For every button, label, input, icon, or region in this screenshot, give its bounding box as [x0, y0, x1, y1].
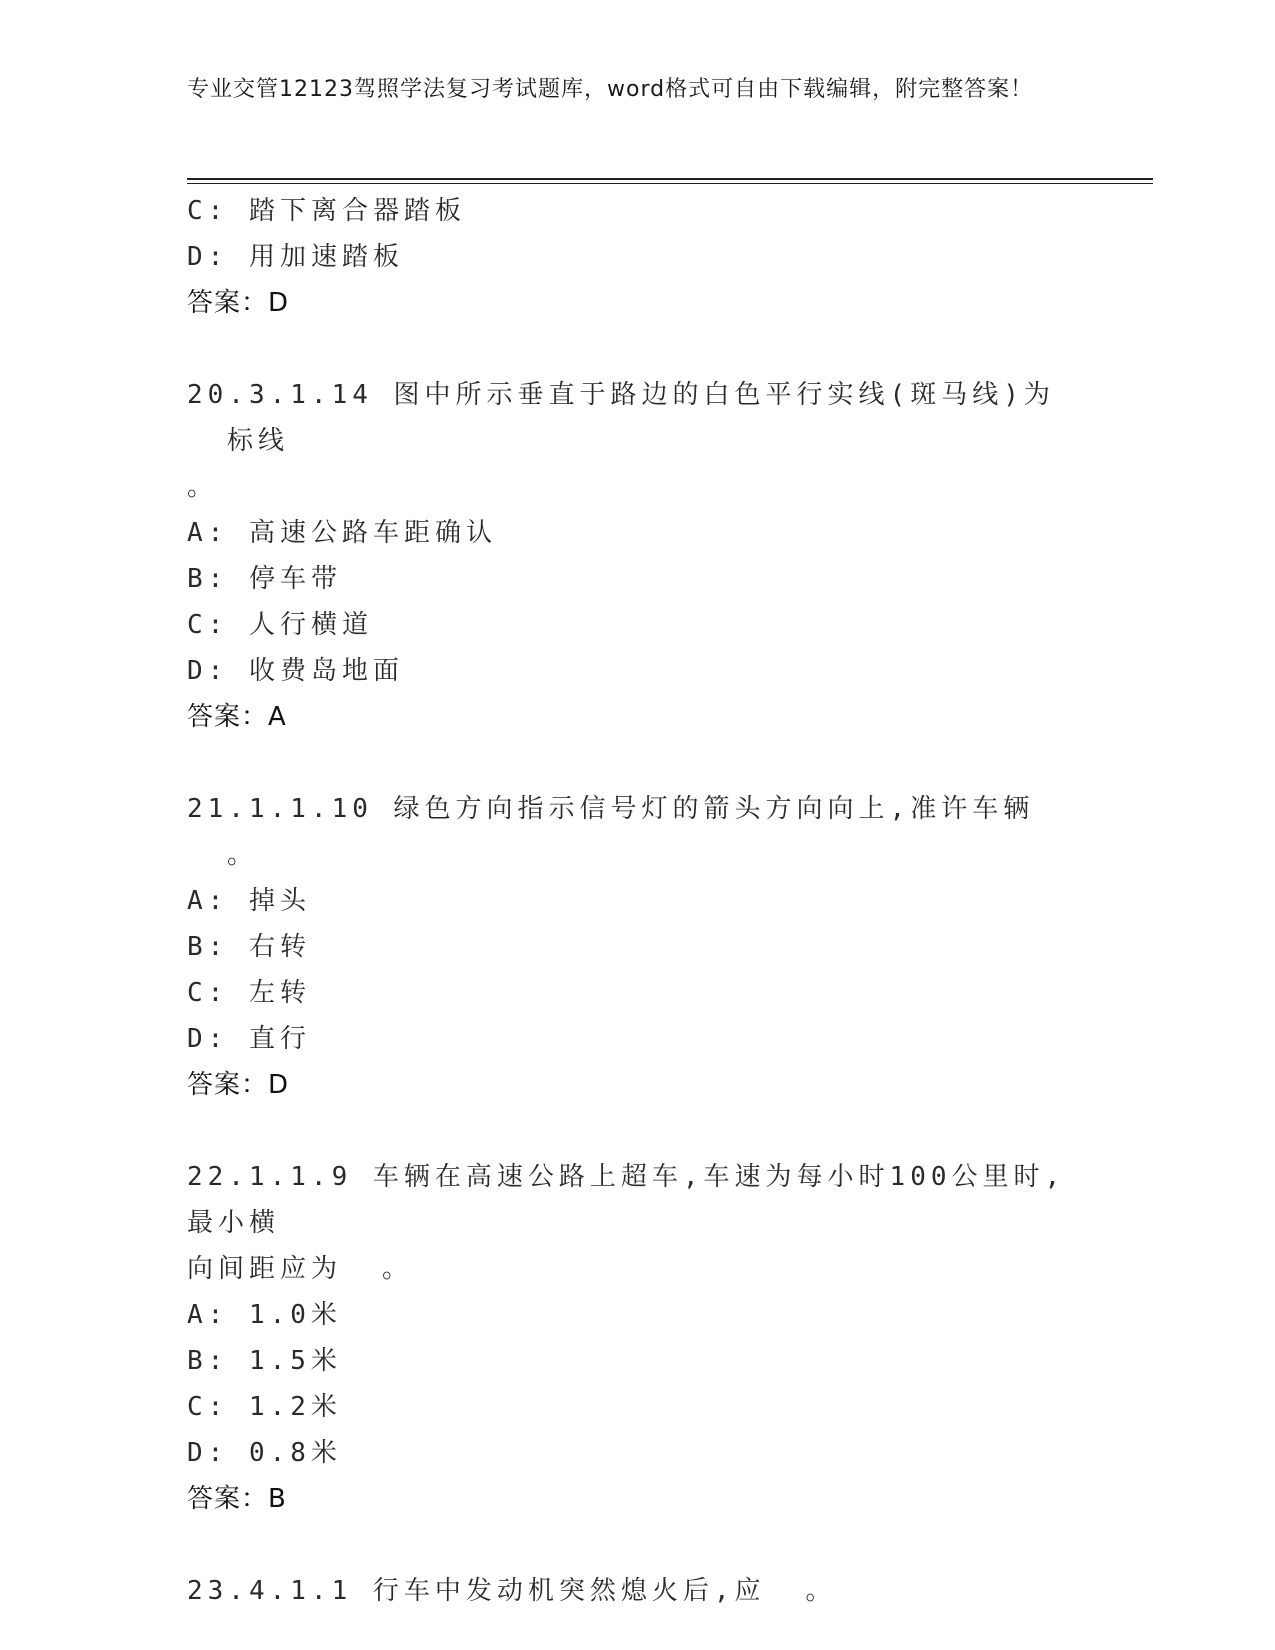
option-c: C: 1.2米 [187, 1392, 342, 1422]
header-rule-thick [187, 178, 1153, 180]
answer-line: 答案：B [187, 1484, 287, 1514]
question-19-continuation [187, 188, 1067, 326]
option-c: C: 踏下离合器踏板 [187, 196, 466, 226]
answer-line: 答案：D [187, 1070, 290, 1100]
question-stem: 21.1.1.10 绿色方向指示信号灯的箭头方向向上,准许车辆。 [187, 794, 1035, 870]
question-stem: 23.4.1.1 行车中发动机突然熄火后,应 。 [187, 1576, 837, 1606]
question-21 [187, 786, 1067, 1108]
option-a: A: 高速公路车距确认 [187, 518, 497, 548]
question-list [187, 188, 1067, 1614]
option-d: D: 0.8米 [187, 1438, 342, 1468]
option-a: A: 1.0米 [187, 1300, 342, 1330]
question-stem: 22.1.1.9 车辆在高速公路上超车,车速为每小时100公里时,最小横 向间距应为 。 [187, 1162, 1066, 1284]
option-c: C: 左转 [187, 978, 311, 1008]
question-number: 22.1.1.9 [187, 1162, 353, 1192]
spacer [187, 326, 1067, 372]
question-number: 23.4.1.1 [187, 1576, 353, 1606]
option-b: B: 右转 [187, 932, 311, 962]
spacer [187, 740, 1067, 786]
option-d: D: 直行 [187, 1024, 311, 1054]
answer-line: 答案：D [187, 288, 290, 318]
page-header [187, 74, 1067, 105]
question-number: 21.1.1.10 [187, 794, 373, 824]
question-23 [187, 1568, 1067, 1614]
question-number: 20.3.1.14 [187, 380, 373, 410]
answer-line: 答案：A [187, 702, 287, 732]
question-22 [187, 1154, 1067, 1522]
option-a: A: 掉头 [187, 886, 311, 916]
option-b: B: 1.5米 [187, 1346, 342, 1376]
option-d: D: 收费岛地面 [187, 656, 404, 686]
option-b: B: 停车带 [187, 564, 342, 594]
question-20 [187, 372, 1067, 740]
header-title: 专业交管12123驾照学法复习考试题库，word格式可自由下载编辑，附完整答案！ [187, 77, 1034, 102]
option-c: C: 人行横道 [187, 610, 373, 640]
option-d: D: 用加速踏板 [187, 242, 404, 272]
question-stem: 20.3.1.14 图中所示垂直于路边的白色平行实线(斑马线)为标线 。 [187, 380, 1055, 502]
spacer [187, 1522, 1067, 1568]
header-rule-thin [187, 183, 1153, 184]
spacer [187, 1108, 1067, 1154]
